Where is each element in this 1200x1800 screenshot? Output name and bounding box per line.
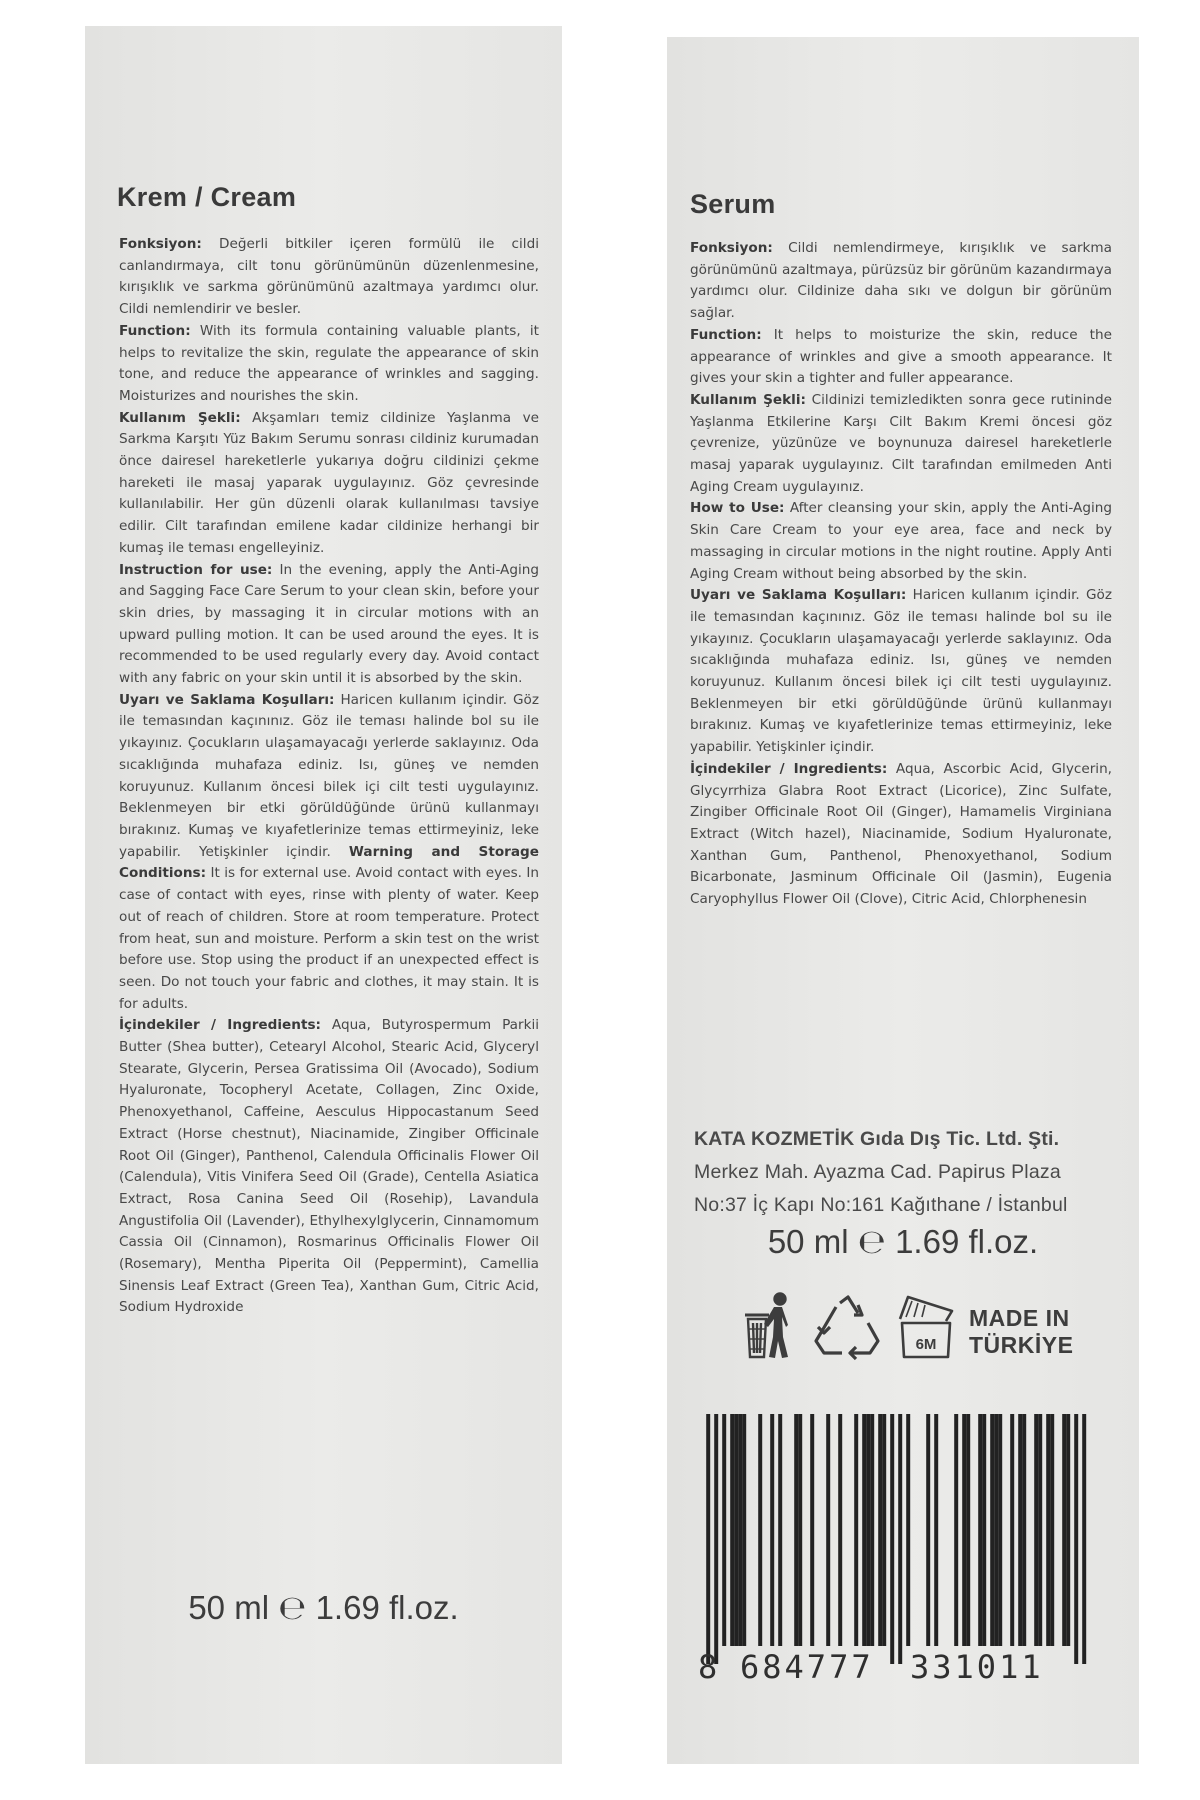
usage-tr-label: Kullanım Şekli: [690, 391, 806, 408]
barcode-bar [1082, 1414, 1086, 1664]
usage-en-text: After cleansing your skin, apply the Anti-Aging Skin Care Cream to your eye area, face and neck by massaging in circular motions in the night routine. Apply Anti Aging Cream without being absorbed by the skin. [690, 500, 1112, 582]
estimated-sign-icon: ℮ [278, 1588, 307, 1627]
barcode-bar [738, 1414, 742, 1646]
usage-tr-label: Kullanım Şekli: [119, 409, 241, 426]
usage-tr-text: Akşamları temiz cildinize Yaşlanma ve Sarkma Karşıtı Yüz Bakım Serumu sonrası cildiniz kurumadan önce dairesel hareketlerle yukarıya doğru cildinizi çekme hareketi ile masaj yaparak uygulayınız. Göz çevresinde kullanılabilir. Her gün düzenli olarak kullanılması tavsiye edilir. Cilt tarafından emilene kadar cildinize herhangi bir kumaş ile teması engelleyiniz. [119, 409, 539, 556]
volume-floz: 1.69 fl.oz. [315, 1589, 459, 1626]
serum-text [690, 238, 1112, 911]
barcode-bar [1046, 1414, 1050, 1646]
cream-panel [85, 26, 562, 1764]
cream-volume [85, 1588, 562, 1627]
barcode-bar [1010, 1414, 1014, 1646]
barcode-bar [734, 1414, 738, 1646]
estimated-sign-icon: ℮ [857, 1222, 886, 1261]
ingredients-label: İçindekiler / Ingredients: [119, 1017, 321, 1034]
barcode-bar [962, 1414, 966, 1646]
made-in-label [969, 1305, 1073, 1359]
barcode-bar [878, 1414, 882, 1646]
barcode-bar [854, 1414, 858, 1646]
barcode-digit-group-2: 684777 [740, 1648, 874, 1686]
ingredients-label: İçindekiler / Ingredients: [690, 760, 888, 777]
barcode-bar [866, 1414, 870, 1646]
trash-bin-icon [742, 1291, 802, 1363]
barcode-bar [990, 1414, 994, 1646]
barcode-bar [722, 1414, 726, 1646]
function-en-text: With its formula containing valuable plants, it helps to revitalize the skin, regulate the appearance of skin tone, and reduce the appearance of wrinkles and sagging. Moisturizes and nourishes the skin. [119, 322, 539, 404]
barcode-bar [1022, 1414, 1026, 1646]
barcode-bar [882, 1414, 886, 1646]
barcode-bar [978, 1414, 982, 1646]
company-info [694, 1123, 1114, 1222]
barcode-bar [994, 1414, 998, 1646]
function-tr-text: Değerli bitkiler içeren formülü ile cildi canlandırmaya, cilt tonu görünümünün düzenlenmesine, kırışıklık ve sarkma görünümünü azaltmaya yardımcı olur. Cildi nemlendirir ve besler. [119, 236, 539, 318]
barcode-bar [890, 1414, 894, 1664]
barcode-bar [770, 1414, 774, 1646]
barcode-bar [1050, 1414, 1054, 1646]
barcode-bar [906, 1414, 910, 1646]
volume-floz: 1.69 fl.oz. [895, 1223, 1039, 1260]
barcode-bar [714, 1414, 718, 1664]
made-in-line-1: MADE IN [969, 1305, 1070, 1331]
function-tr-text: Cildi nemlendirmeye, kırışıklık ve sarkma görünümünü azaltmaya, pürüzsüz bir görünüm kazandırmaya yardımcı olur. Cildinize daha sıkı ve dolgun bir görünüm sağlar. [690, 240, 1112, 322]
barcode-bar [810, 1414, 814, 1646]
usage-en-text: In the evening, apply the Anti-Aging and Sagging Face Care Serum to your clean skin, before your skin dries, by massaging it in circular motions with an upward pulling motion. It can be used around the eyes. It is recommended to be used regularly every day. Avoid contact with any fabric on your skin until it is absorbed by the skin. [119, 561, 539, 687]
company-name: KATA KOZMETİK Gıda Dış Tic. Ltd. Şti. [694, 1128, 1060, 1150]
barcode-bar [798, 1414, 802, 1646]
warning-en-text: It is for external use. Avoid contact with eyes. In case of contact with eyes, rinse with plenty of water. Keep out of reach of children. Store at room temperature. Protect from heat, sun and moisture. Perform a skin test on the wrist before use. Stop using the product if an unexpected effect is seen. Do not touch your fabric and clothes, it may stain. It is for adults. [119, 865, 539, 1012]
recycle-icon [812, 1293, 884, 1361]
volume-ml: 50 ml [767, 1223, 849, 1260]
packaging-symbols [742, 1291, 1102, 1366]
barcode-bar [1038, 1414, 1042, 1646]
barcode [700, 1414, 1100, 1694]
serum-volume [667, 1222, 1139, 1261]
serum-title: Serum [690, 189, 776, 219]
barcode-bar [706, 1414, 710, 1664]
warning-tr-text: Haricen kullanım içindir. Göz ile temasından kaçınınız. Göz ile teması halinde bol su ile yıkayınız. Çocukların ulaşamayacağı yerlerde saklayınız. Oda sıcaklığında muhafaza ediniz. Isı, güneş ve nemden koruyunuz. Kullanım öncesi bilek içi cilt testi uygulayınız. Beklenmeyen bir etki görüldüğünde ürünü kullanmayı bırakınız. Kumaş ve kıyafetlerinize temas ettirmeyiniz, leke yapabilir. Yetişkinler içindir. [119, 691, 539, 860]
barcode-bar [998, 1414, 1002, 1646]
address-line-2: No:37 İç Kapı No:161 Kağıthane / İstanbul [694, 1194, 1068, 1216]
ingredients-text: Aqua, Ascorbic Acid, Glycerin, Glycyrrhiza Glabra Root Extract (Licorice), Zinc Sulfate, Zingiber Officinale Root Oil (Ginger), Hamamelis Virginiana Extract (Witch hazel), Niacinamide, Sodium Hyaluronate, Xanthan Gum, Panthenol, Phenoxyethanol, Sodium Bicarbonate, Jasminum Officinale Oil (Jasmin), Eugenia Caryophyllus Flower Oil (Clove), Citric Acid, Chlorphenesin [690, 760, 1113, 908]
function-en-text: It helps to moisturize the skin, reduce the appearance of wrinkles and give a smooth appearance. It gives your skin a tighter and fuller appearance. [690, 326, 1112, 387]
barcode-digit-group-3: 331011 [910, 1648, 1044, 1686]
function-en-label: Function: [690, 326, 762, 343]
barcode-digit-group-1: 8 [698, 1648, 718, 1686]
barcode-bar [826, 1414, 830, 1646]
function-tr-label: Fonksiyon: [119, 236, 202, 252]
usage-tr-text: Cildinizi temizledikten sonra gece rutininde Yaşlanma Etkilerine Karşı Cilt Bakım Kremi öncesi göz çevrenize, yüzünüze ve boynunuza dairesel hareketlerle masaj yaparak uygulayınız. Cilt tarafından emilmeden Anti Aging Cream uygulayınız. [690, 391, 1112, 495]
barcode-bar [1066, 1414, 1070, 1646]
open-jar-icon [892, 1293, 964, 1363]
barcode-bar [778, 1414, 782, 1646]
barcode-bar [982, 1414, 986, 1646]
volume-ml: 50 ml [188, 1589, 270, 1626]
warning-tr-label: Uyarı ve Saklama Koşulları: [119, 691, 335, 708]
barcode-bar [1018, 1414, 1022, 1646]
address-line-1: Merkez Mah. Ayazma Cad. Papirus Plaza [694, 1161, 1061, 1183]
usage-en-label: How to Use: [690, 500, 785, 517]
barcode-bar [758, 1414, 762, 1646]
warning-tr-label: Uyarı ve Saklama Koşulları: [690, 587, 907, 604]
barcode-bar [1074, 1414, 1078, 1664]
warning-en-label: Warning and Storage Conditions: [119, 843, 539, 882]
serum-panel [667, 37, 1139, 1764]
barcode-bar [730, 1414, 734, 1646]
function-tr-label: Fonksiyon: [690, 240, 773, 256]
barcode-bar [870, 1414, 874, 1646]
pao-label: 6M [915, 1336, 937, 1353]
cream-text [119, 234, 539, 1319]
barcode-bar [862, 1414, 866, 1646]
function-en-label: Function: [119, 322, 191, 339]
made-in-line-2: TÜRKİYE [969, 1332, 1074, 1358]
barcode-bar [742, 1414, 746, 1646]
cream-title: Krem / Cream [117, 182, 297, 212]
barcode-bar [794, 1414, 798, 1646]
barcode-bar [838, 1414, 842, 1646]
barcode-bar [966, 1414, 970, 1646]
barcode-bar [1062, 1414, 1066, 1646]
barcode-bar [1034, 1414, 1038, 1646]
barcode-bar [898, 1414, 902, 1664]
ingredients-text: Aqua, Butyrospermum Parkii Butter (Shea butter), Cetearyl Alcohol, Stearic Acid, Glyceryl Stearate, Glycerin, Persea Gratissima Oil (Avocado), Sodium Hyaluronate, Tocopheryl Acetate, Collagen, Zinc Oxide, Phenoxyethanol, Caffeine, Aesculus Hippocastanum Seed Extract (Horse chestnut), Niacinamide, Zingiber Officinale Root Oil (Ginger), Panthenol, Calendula Officinalis Flower Oil (Calendula), Vitis Vinifera Seed Oil (Grade), Centella Asiatica Extract, Rosa Canina Seed Oil (Rosehip), Lavandula Angustifolia Oil (Lavender), Ethylhexylglycerin, Cinnamomum Cassia Oil (Cinnamon), Rosmarinus Officinalis Flower Oil (Rosemary), Mentha Piperita Oil (Peppermint), Camellia Sinensis Leaf Extract (Green Tea), Xanthan Gum, Citric Acid, Sodium Hydroxide [119, 1017, 540, 1316]
usage-en-label: Instruction for use: [119, 561, 273, 578]
barcode-bar [954, 1414, 958, 1646]
warning-tr-text: Haricen kullanım içindir. Göz ile temasından kaçınınız. Göz ile teması halinde bol su ile yıkayınız. Çocukların ulaşamayacağı yerlerde saklayınız. Oda sıcaklığında muhafaza ediniz. Isı, güneş ve nemden koruyunuz. Kullanım öncesi bilek içi cilt testi uygulayınız. Beklenmeyen bir etki görüldüğünde ürünü kullanmayı bırakınız. Kumaş ve kıyafetlerinize temas ettirmeyiniz, leke yapabilir. Yetişkinler içindir. [690, 587, 1112, 756]
barcode-bar [926, 1414, 930, 1646]
barcode-bar [934, 1414, 938, 1646]
